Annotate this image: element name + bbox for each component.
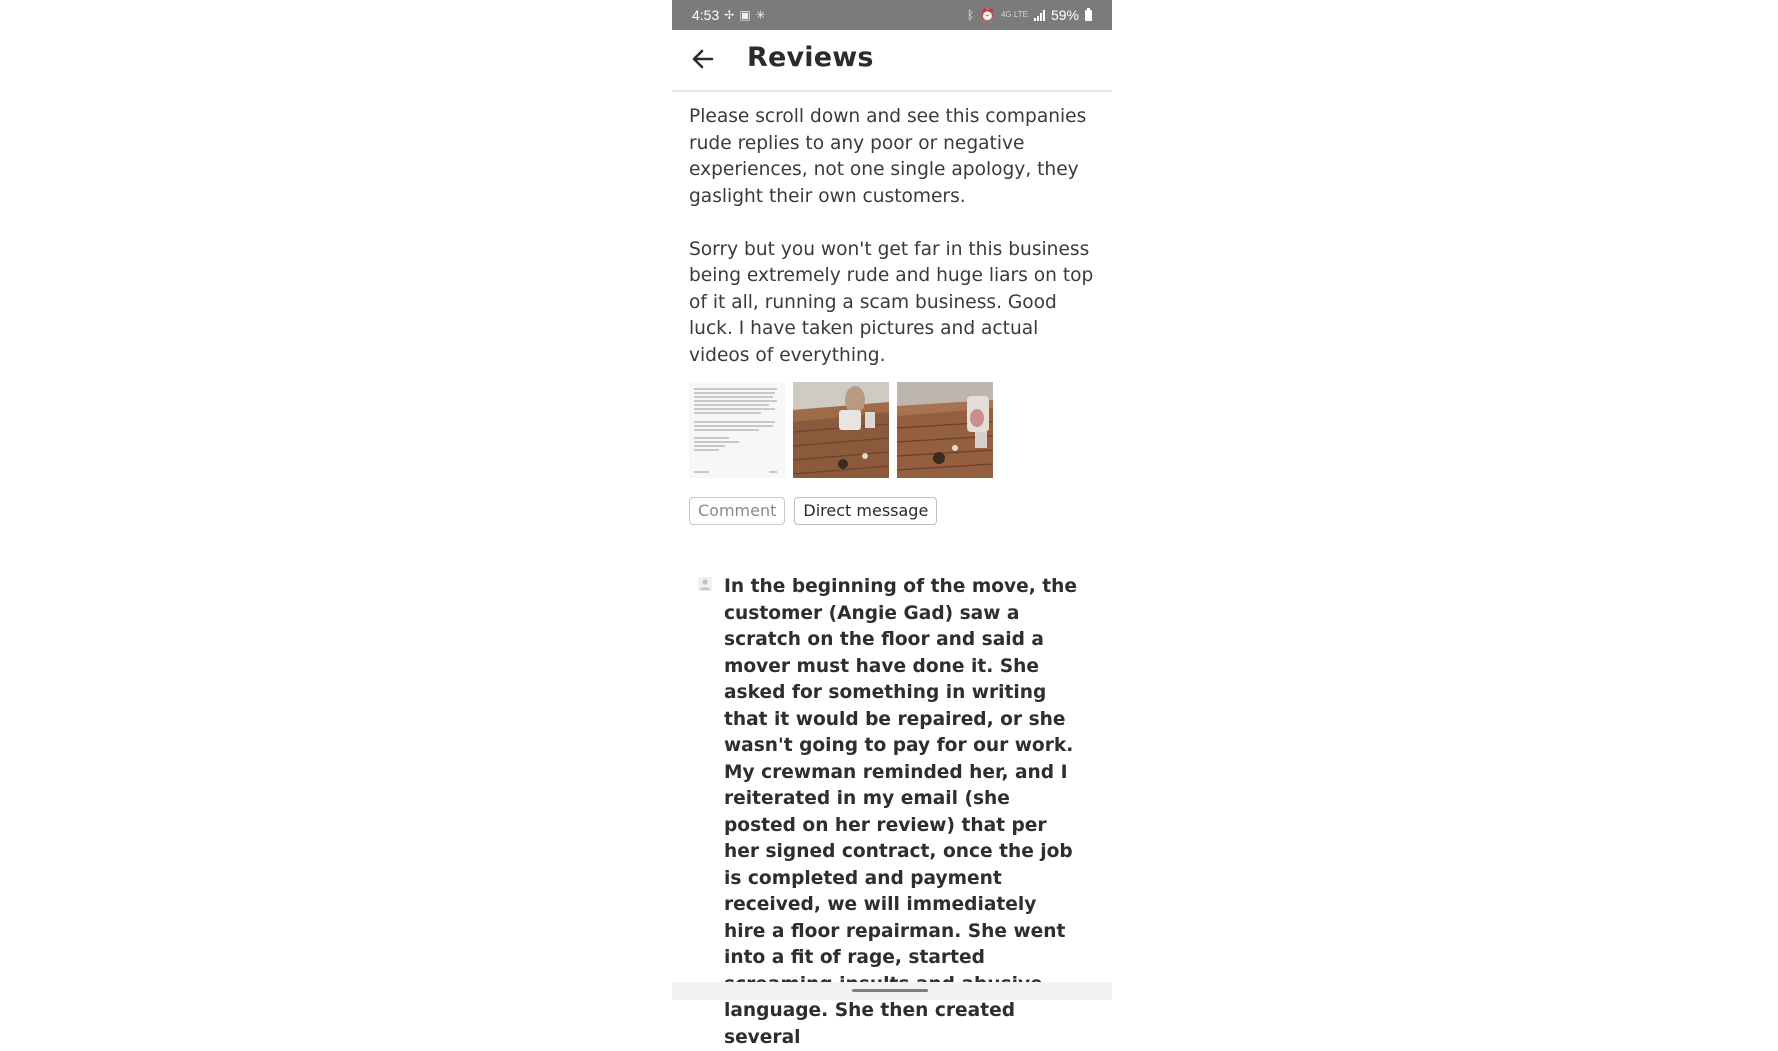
phone-screen [672, 0, 1112, 1048]
direct-message-button[interactable]: Direct message [794, 497, 937, 525]
review-actions [689, 497, 937, 525]
status-left [692, 7, 766, 23]
battery-percent: 59% [1050, 7, 1079, 23]
home-indicator[interactable] [852, 989, 928, 992]
photo-thumbnail-document[interactable] [689, 382, 785, 478]
signal-icon [1034, 10, 1045, 21]
floor-photo-icon [793, 382, 889, 478]
navigation-bar [672, 982, 1112, 1000]
page-title: Reviews [747, 42, 874, 73]
network-type-label: 4G LTE [1000, 10, 1028, 19]
user-avatar-icon [698, 577, 712, 591]
pinwheel-icon: ✳ [755, 8, 766, 22]
reply-text: In the beginning of the move, the customer (Angie Gad) saw a scratch on the floor and said a mover must have done it. She asked for something in writing that it would be repaired, or she wasn't going to pay for our work. My crewman reminded her, and I reiterated in my email (she posted on her review) that per her signed contract, once the job is completed and payment received, we will immediately hire a floor repairman. She went into a fit of rage, started language. She then created several [724, 576, 1078, 1048]
status-bar [672, 0, 1112, 30]
status-time: 4:53 [692, 7, 720, 23]
review-paragraph: Sorry but you won't get far in this business being extremely rude and huge liars on top of it all, running a scam business. Good luck. I have taken pictures and actual videos of everything. [689, 238, 1094, 366]
status-right [967, 7, 1092, 23]
bluetooth-icon: ᛒ [966, 8, 975, 22]
comment-button[interactable]: Comment [689, 497, 785, 525]
battery-icon [1085, 10, 1092, 21]
image-icon: ▣ [739, 8, 751, 22]
app-bar [672, 30, 1112, 92]
review-body [689, 104, 1099, 396]
alarm-icon: ⏰ [980, 8, 995, 22]
floor-photo-icon [897, 382, 993, 478]
review-paragraph: Please scroll down and see this companies rude replies to any poor or negative experiences, not one single apology, they gaslight their own customers. [689, 106, 1087, 207]
photo-thumbnail-floor-1[interactable] [793, 382, 889, 478]
fan-icon: ✢ [724, 8, 735, 22]
arrow-left-icon [688, 44, 718, 74]
review-photos [689, 382, 993, 478]
back-button[interactable] [688, 44, 718, 74]
document-photo-icon [689, 382, 785, 478]
photo-thumbnail-floor-2[interactable] [897, 382, 993, 478]
review-content[interactable] [672, 92, 1112, 1048]
